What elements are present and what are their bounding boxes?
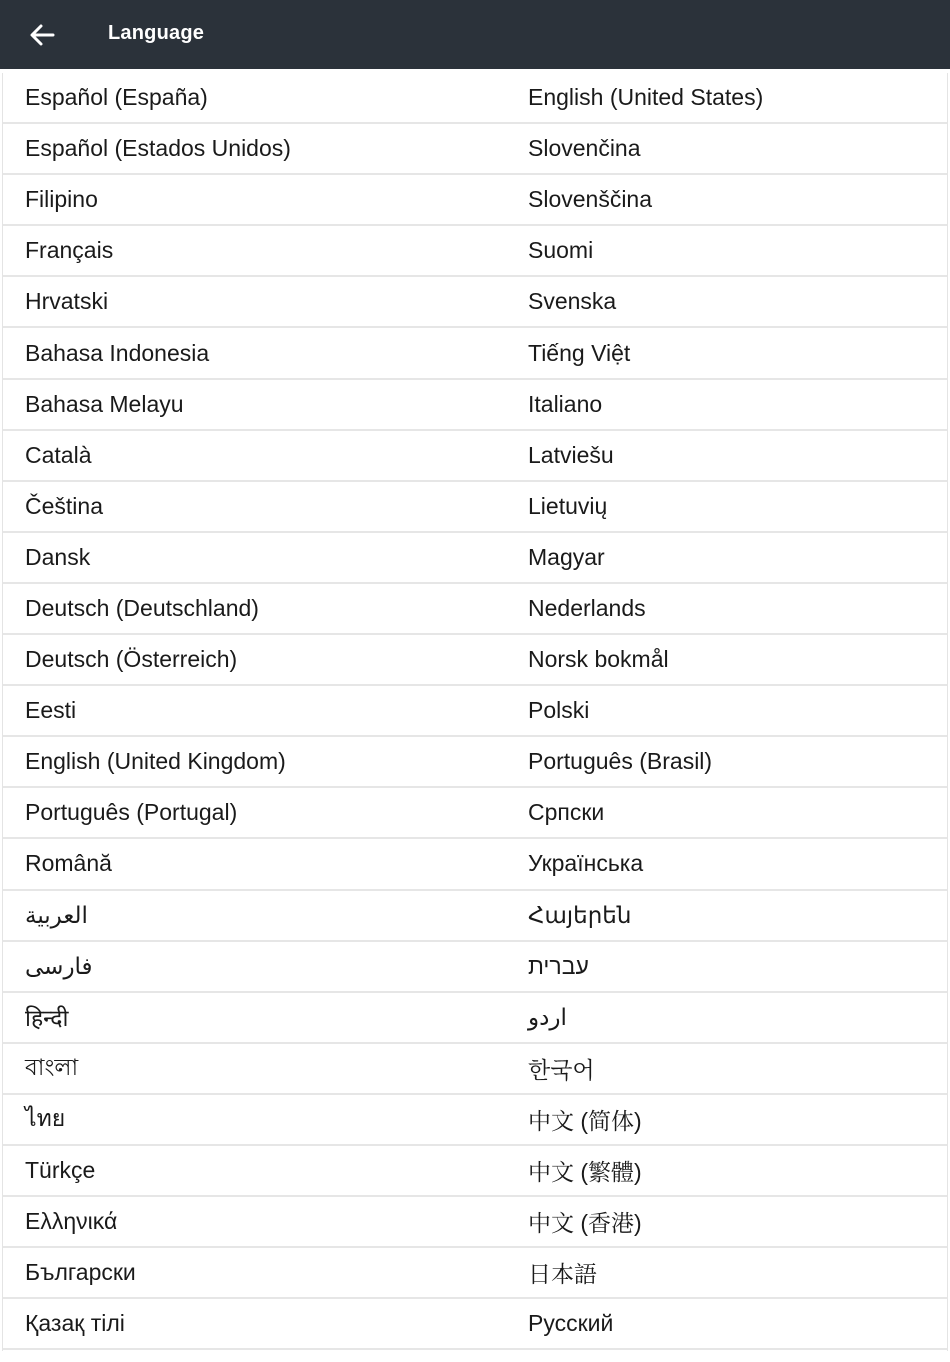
language-row (3, 942, 947, 993)
language-option[interactable]: Deutsch (Deutschland) (25, 594, 259, 621)
language-option[interactable]: Norsk bokmål (528, 646, 669, 673)
language-option[interactable]: Català (25, 441, 92, 468)
language-row (3, 73, 947, 124)
language-row (3, 635, 947, 686)
language-row (3, 686, 947, 737)
language-option[interactable]: Bahasa Melayu (25, 390, 184, 417)
language-option[interactable]: বাংলা (25, 1053, 79, 1080)
language-option[interactable]: Tiếng Việt (528, 339, 631, 366)
language-row (3, 788, 947, 839)
language-option[interactable]: Latviešu (528, 441, 614, 468)
language-row (3, 1197, 947, 1248)
language-option[interactable]: Български (25, 1259, 136, 1286)
language-option[interactable]: 中文 (香港) (528, 1210, 642, 1237)
language-option[interactable]: Hrvatski (25, 288, 109, 315)
language-option[interactable]: Eesti (25, 697, 77, 724)
language-row (3, 1146, 947, 1197)
language-option[interactable]: Español (España) (25, 84, 208, 111)
language-row (3, 328, 947, 379)
language-option[interactable]: Português (Brasil) (528, 748, 713, 775)
language-option[interactable]: فارسی (25, 952, 93, 979)
language-row (3, 1248, 947, 1299)
language-option[interactable]: Ελληνικά (25, 1208, 118, 1235)
language-option[interactable]: Slovenčina (528, 135, 641, 162)
language-option[interactable]: Polski (528, 697, 590, 724)
language-row (3, 277, 947, 328)
language-list (2, 73, 948, 1351)
language-row (3, 1095, 947, 1146)
language-option[interactable]: 한국어 (528, 1056, 595, 1083)
language-option[interactable]: Српски (528, 799, 605, 826)
language-option[interactable]: Русский (528, 1310, 614, 1337)
arrow-left-icon (28, 21, 56, 49)
language-option[interactable]: Հայերեն (528, 901, 632, 928)
page-title: Language (108, 22, 205, 44)
language-option[interactable]: Italiano (528, 390, 603, 417)
language-option[interactable]: Svenska (528, 288, 617, 315)
language-option[interactable]: हिन्दी (25, 1005, 69, 1032)
language-row (3, 839, 947, 890)
language-option[interactable]: 日本語 (528, 1261, 597, 1288)
language-row (3, 1299, 947, 1350)
language-option[interactable]: English (United States) (528, 84, 764, 111)
language-row (3, 482, 947, 533)
language-row (3, 1044, 947, 1095)
language-option[interactable]: English (United Kingdom) (25, 748, 286, 775)
language-option[interactable]: Bahasa Indonesia (25, 339, 210, 366)
language-row (3, 431, 947, 482)
language-option[interactable]: עברית (528, 952, 589, 979)
language-option[interactable]: العربية (25, 901, 88, 928)
language-row (3, 124, 947, 175)
language-option[interactable]: Türkçe (25, 1157, 96, 1184)
language-option[interactable]: Lietuvių (528, 492, 608, 519)
language-row (3, 993, 947, 1044)
language-option[interactable]: 中文 (简体) (528, 1107, 642, 1134)
language-option[interactable]: Dansk (25, 543, 91, 570)
language-row (3, 533, 947, 584)
language-row (3, 891, 947, 942)
language-option[interactable]: Magyar (528, 543, 605, 570)
language-option[interactable]: Română (25, 850, 112, 877)
language-option[interactable]: Deutsch (Österreich) (25, 646, 238, 673)
language-option[interactable]: Français (25, 237, 114, 264)
language-option[interactable]: Español (Estados Unidos) (25, 135, 291, 162)
language-row (3, 737, 947, 788)
language-option[interactable]: Українська (528, 850, 644, 877)
language-option[interactable]: Filipino (25, 186, 98, 213)
back-button[interactable] (22, 15, 62, 55)
language-row (3, 584, 947, 635)
language-option[interactable]: Қазақ тілі (25, 1310, 125, 1337)
language-option[interactable]: Nederlands (528, 594, 646, 621)
language-option[interactable]: Čeština (25, 492, 103, 519)
language-option[interactable]: ไทย (25, 1105, 66, 1132)
language-option[interactable]: Suomi (528, 237, 594, 264)
app-bar (0, 0, 950, 69)
language-option[interactable]: اردو (528, 1003, 567, 1030)
language-row (3, 175, 947, 226)
language-row (3, 380, 947, 431)
language-option[interactable]: Português (Portugal) (25, 799, 238, 826)
language-row (3, 226, 947, 277)
language-option[interactable]: 中文 (繁體) (528, 1159, 642, 1186)
language-option[interactable]: Slovenščina (528, 186, 653, 213)
